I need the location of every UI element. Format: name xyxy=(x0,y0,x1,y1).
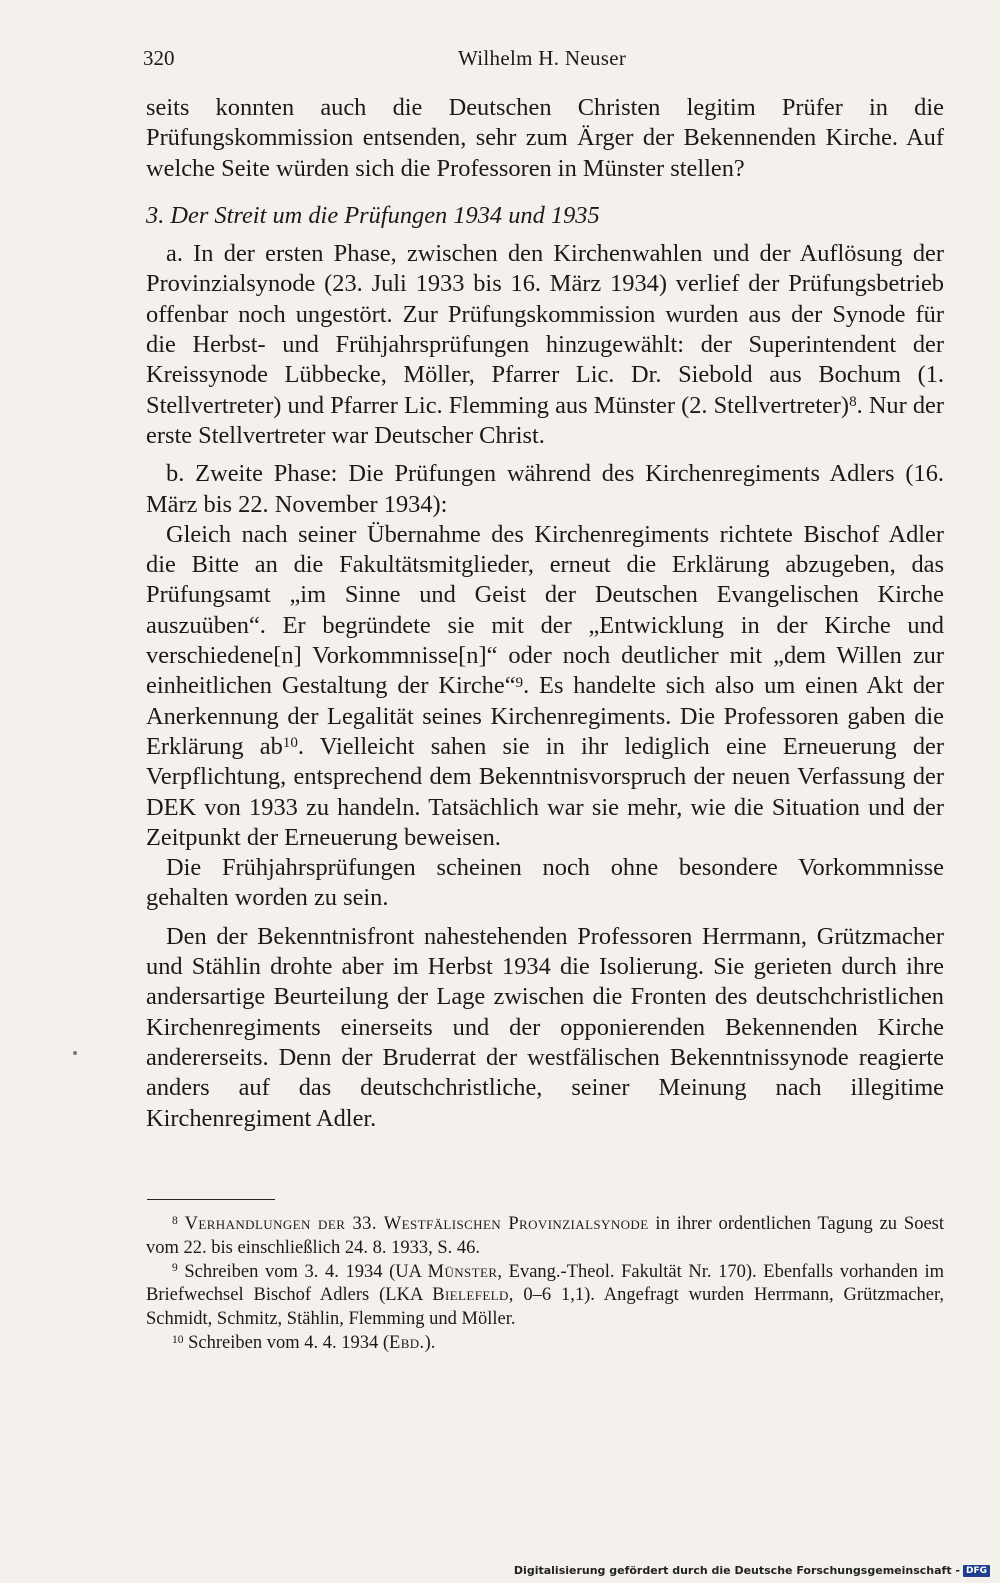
paragraph-phase-b: b. Zweite Phase: Die Prüfungen während des Kirchenregiments Adlers (16. März bis 22. November 1934): xyxy=(146,460,944,518)
page-header xyxy=(143,46,943,76)
page-number: 320 xyxy=(143,46,175,70)
paragraph-isolation: Den der Bekenntnisfront nahestehenden Professoren Herrmann, Grützmacher und Stählin drohte aber im Herbst 1934 die Isolierung. Sie gerieten durch ihre andersartige Beurteilung der Lage zwischen die Fronten des deutschchristlichen Kirchenregiments einerseits und der opponierenden Bekennenden Kirche andererseits. Denn der Bruderrat der westfälischen Bekenntnissynode reagierte anders auf das deutschchristliche, seiner Meinung nach illegitime Kirchenregiment Adler. xyxy=(146,922,944,1132)
footnote-rule xyxy=(147,1199,275,1200)
dfg-logo-icon: DFG xyxy=(963,1565,990,1577)
footnote-ref-8[interactable]: 8 xyxy=(849,393,857,410)
credit-text: Digitalisierung gefördert durch die Deutsche Forschungsgemeinschaft - xyxy=(513,1564,960,1577)
footnotes xyxy=(146,1213,944,1356)
section-heading: 3. Der Streit um die Prüfungen 1934 und 1935 xyxy=(146,201,600,229)
running-head: Wilhelm H. Neuser xyxy=(458,46,627,70)
footnote-ref-9[interactable]: 9 xyxy=(515,674,524,691)
margin-speck xyxy=(73,1051,77,1055)
body-text xyxy=(146,93,944,1134)
footnote-ref-10[interactable]: 10 xyxy=(282,735,298,752)
paragraph-spring-exams: Die Frühjahrsprüfungen scheinen noch ohne besondere Vorkommnisse gehalten worden zu sein. xyxy=(146,854,944,912)
paragraph-phase-a: a. In der ersten Phase, zwischen den Kirchenwahlen und der Auflösung der Provinzialsynode (23. Juli 1933 bis 16. März 1934) verlief der Prüfungsbetrieb offenbar noch ungestört. Zur Prüfungskommission wurden aus der Synode für die Herbst- und Frühjahrsprüfungen hinzugewählt: der Superintendent der Kreissynode Lübbecke, Möller, Pfarrer Lic. Dr. Siebold aus Bochum (1. Stellvertreter) und Pfarrer Lic. Flemming aus Münster (2. Stellvertreter)$^8$. Nur der erste Stellvertreter war Deutscher Christ. xyxy=(146,240,944,449)
footnote-9: $^9$ Schreiben vom 3. 4. 1934 (UA Münster, Evang.-Theol. Fakultät Nr. 170). Ebenfalls vorhanden im Briefwechsel Bischof Adlers (LKA Bielefeld, 0–6 1,1). Angefragt wurden Herrmann, Grützmacher, Schmidt, Schmitz, Stählin, Flemming und Möller. xyxy=(146,1261,944,1330)
digitization-credit xyxy=(514,1564,990,1577)
footnote-8: $^8$ Verhandlungen der 33. Westfälischen Provinzialsynode in ihrer ordentlichen Tagung zu Soest vom 22. bis einschließlich 24. 8. 1933, S. 46. xyxy=(146,1214,945,1258)
paragraph-continuation: seits konnten auch die Deutschen Christen legitim Prüfer in die Prüfungskommission entsenden, sehr zum Ärger der Bekennenden Kirche. Auf welche Seite würden sich die Professoren in Münster stellen? xyxy=(146,94,944,182)
footnote-10: $^{10}$ Schreiben vom 4. 4. 1934 (Ebd.). xyxy=(172,1332,436,1353)
paragraph-adler-request: Gleich nach seiner Übernahme des Kirchenregiments richtete Bischof Adler die Bitte an die Fakultätsmitglieder, erneut die Erklärung abzugeben, das Prüfungsamt „im Sinne und Geist der Deutschen Evangelischen Kirche auszuüben“. Er begründete sie mit der „Entwicklung in der Kirche und verschiedene[n] Vorkommnisse[n]“ oder noch deutlicher mit „dem Willen zur einheitlichen Gestaltung der Kirche“$^9$. Es handelte sich also um einen Akt der Anerkennung der Legalität seines Kirchenregiments. Die Professoren gaben die Erklärung $ab^{10}$. Vielleicht sahen sie in ihr lediglich eine Erneuerung der Verpflichtung, entsprechend dem Bekenntnisvorspruch der neuen Verfassung der DEK von 1933 zu handeln. Tatsächlich war sie mehr, wie die Situation und der Zeitpunkt der Erneuerung beweisen. xyxy=(146,520,944,851)
